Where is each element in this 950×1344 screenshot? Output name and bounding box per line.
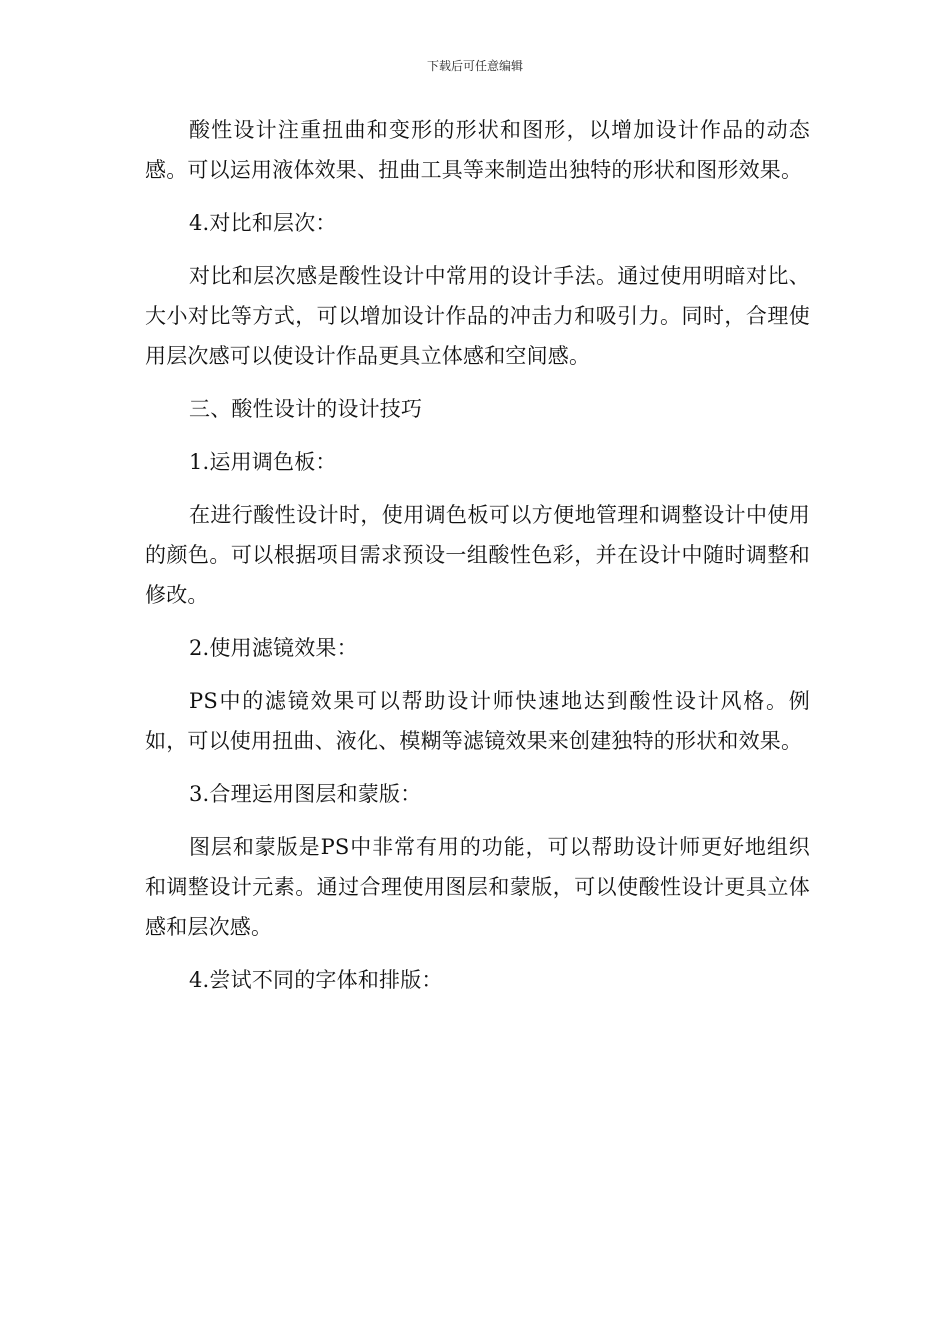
heading-palette: 1.运用调色板：	[189, 450, 337, 474]
heading-layers-masks: 3.合理运用图层和蒙版：	[189, 782, 422, 806]
document-body	[145, 110, 810, 1013]
heading-fonts-layout: 4.尝试不同的字体和排版：	[189, 968, 443, 992]
paragraph-acid-shapes: 酸性设计注重扭曲和变形的形状和图形，以增加设计作品的动态感。可以运用液体效果、扭曲工具等来制造出独特的形状和图形效果。	[145, 118, 810, 182]
heading-filters: 2.使用滤镜效果：	[189, 636, 358, 660]
heading-contrast-layers: 4.对比和层次：	[189, 211, 337, 235]
paragraph-layers-masks: 图层和蒙版是PS中非常有用的功能，可以帮助设计师更好地组织和调整设计元素。通过合理使用图层和蒙版，可以使酸性设计更具立体感和层次感。	[145, 835, 810, 939]
page-header-note: 下载后可任意编辑	[426, 59, 523, 73]
paragraph-contrast-layers: 对比和层次感是酸性设计中常用的设计手法。通过使用明暗对比、大小对比等方式，可以增加设计作品的冲击力和吸引力。同时，合理使用层次感可以使设计作品更具立体感和空间感。	[145, 264, 810, 368]
paragraph-palette: 在进行酸性设计时，使用调色板可以方便地管理和调整设计中使用的颜色。可以根据项目需求预设一组酸性色彩，并在设计中随时调整和修改。	[145, 503, 810, 607]
section-heading-techniques: 三、酸性设计的设计技巧	[189, 397, 423, 421]
paragraph-filters: PS中的滤镜效果可以帮助设计师快速地达到酸性设计风格。例如，可以使用扭曲、液化、模糊等滤镜效果来创建独特的形状和效果。	[145, 689, 810, 753]
